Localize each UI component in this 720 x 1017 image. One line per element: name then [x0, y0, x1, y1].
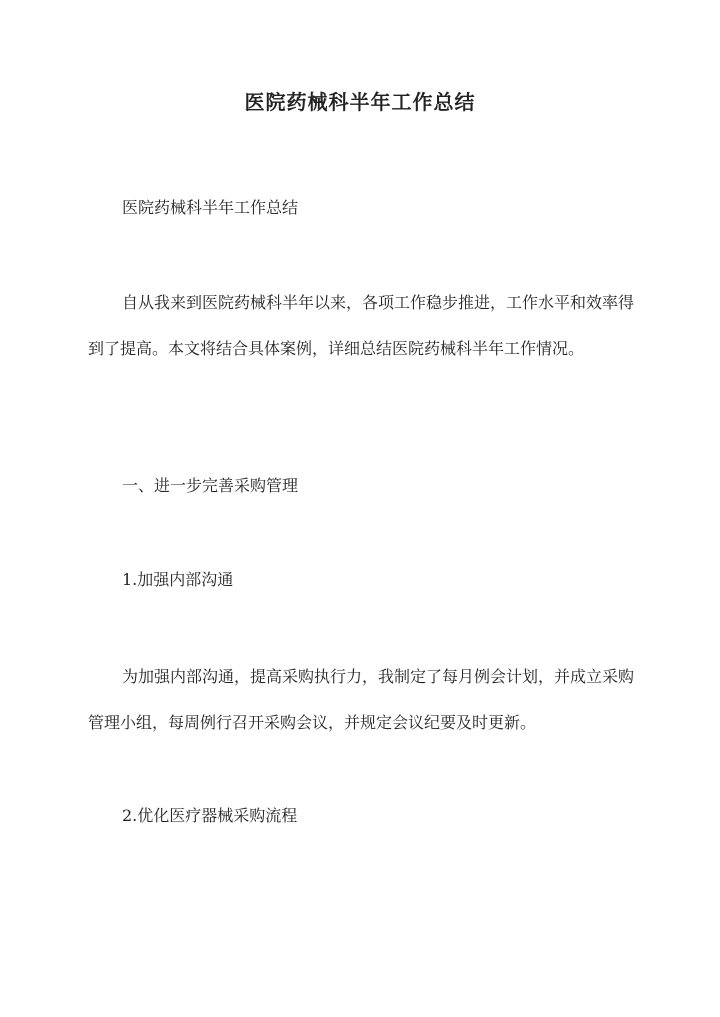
subsection-heading-internal-communication: 1.加强内部沟通 [122, 570, 234, 589]
internal-communication-paragraph: 为加强内部沟通，提高采购执行力，我制定了每月例会计划，并成立采购管理小组，每周例行召开采购会议，并规定会议纪要及时更新。 [88, 667, 635, 732]
document-title: 医院药械科半年工作总结 [244, 90, 476, 114]
section-heading-procurement: 一、进一步完善采购管理 [122, 476, 299, 495]
document-subtitle: 医院药械科半年工作总结 [122, 198, 299, 217]
subsection-heading-procurement-process: 2.优化医疗器械采购流程 [122, 806, 298, 825]
intro-paragraph: 自从我来到医院药械科半年以来，各项工作稳步推进，工作水平和效率得到了提高。本文将结合具体案例，详细总结医院药械科半年工作情况。 [88, 293, 635, 358]
